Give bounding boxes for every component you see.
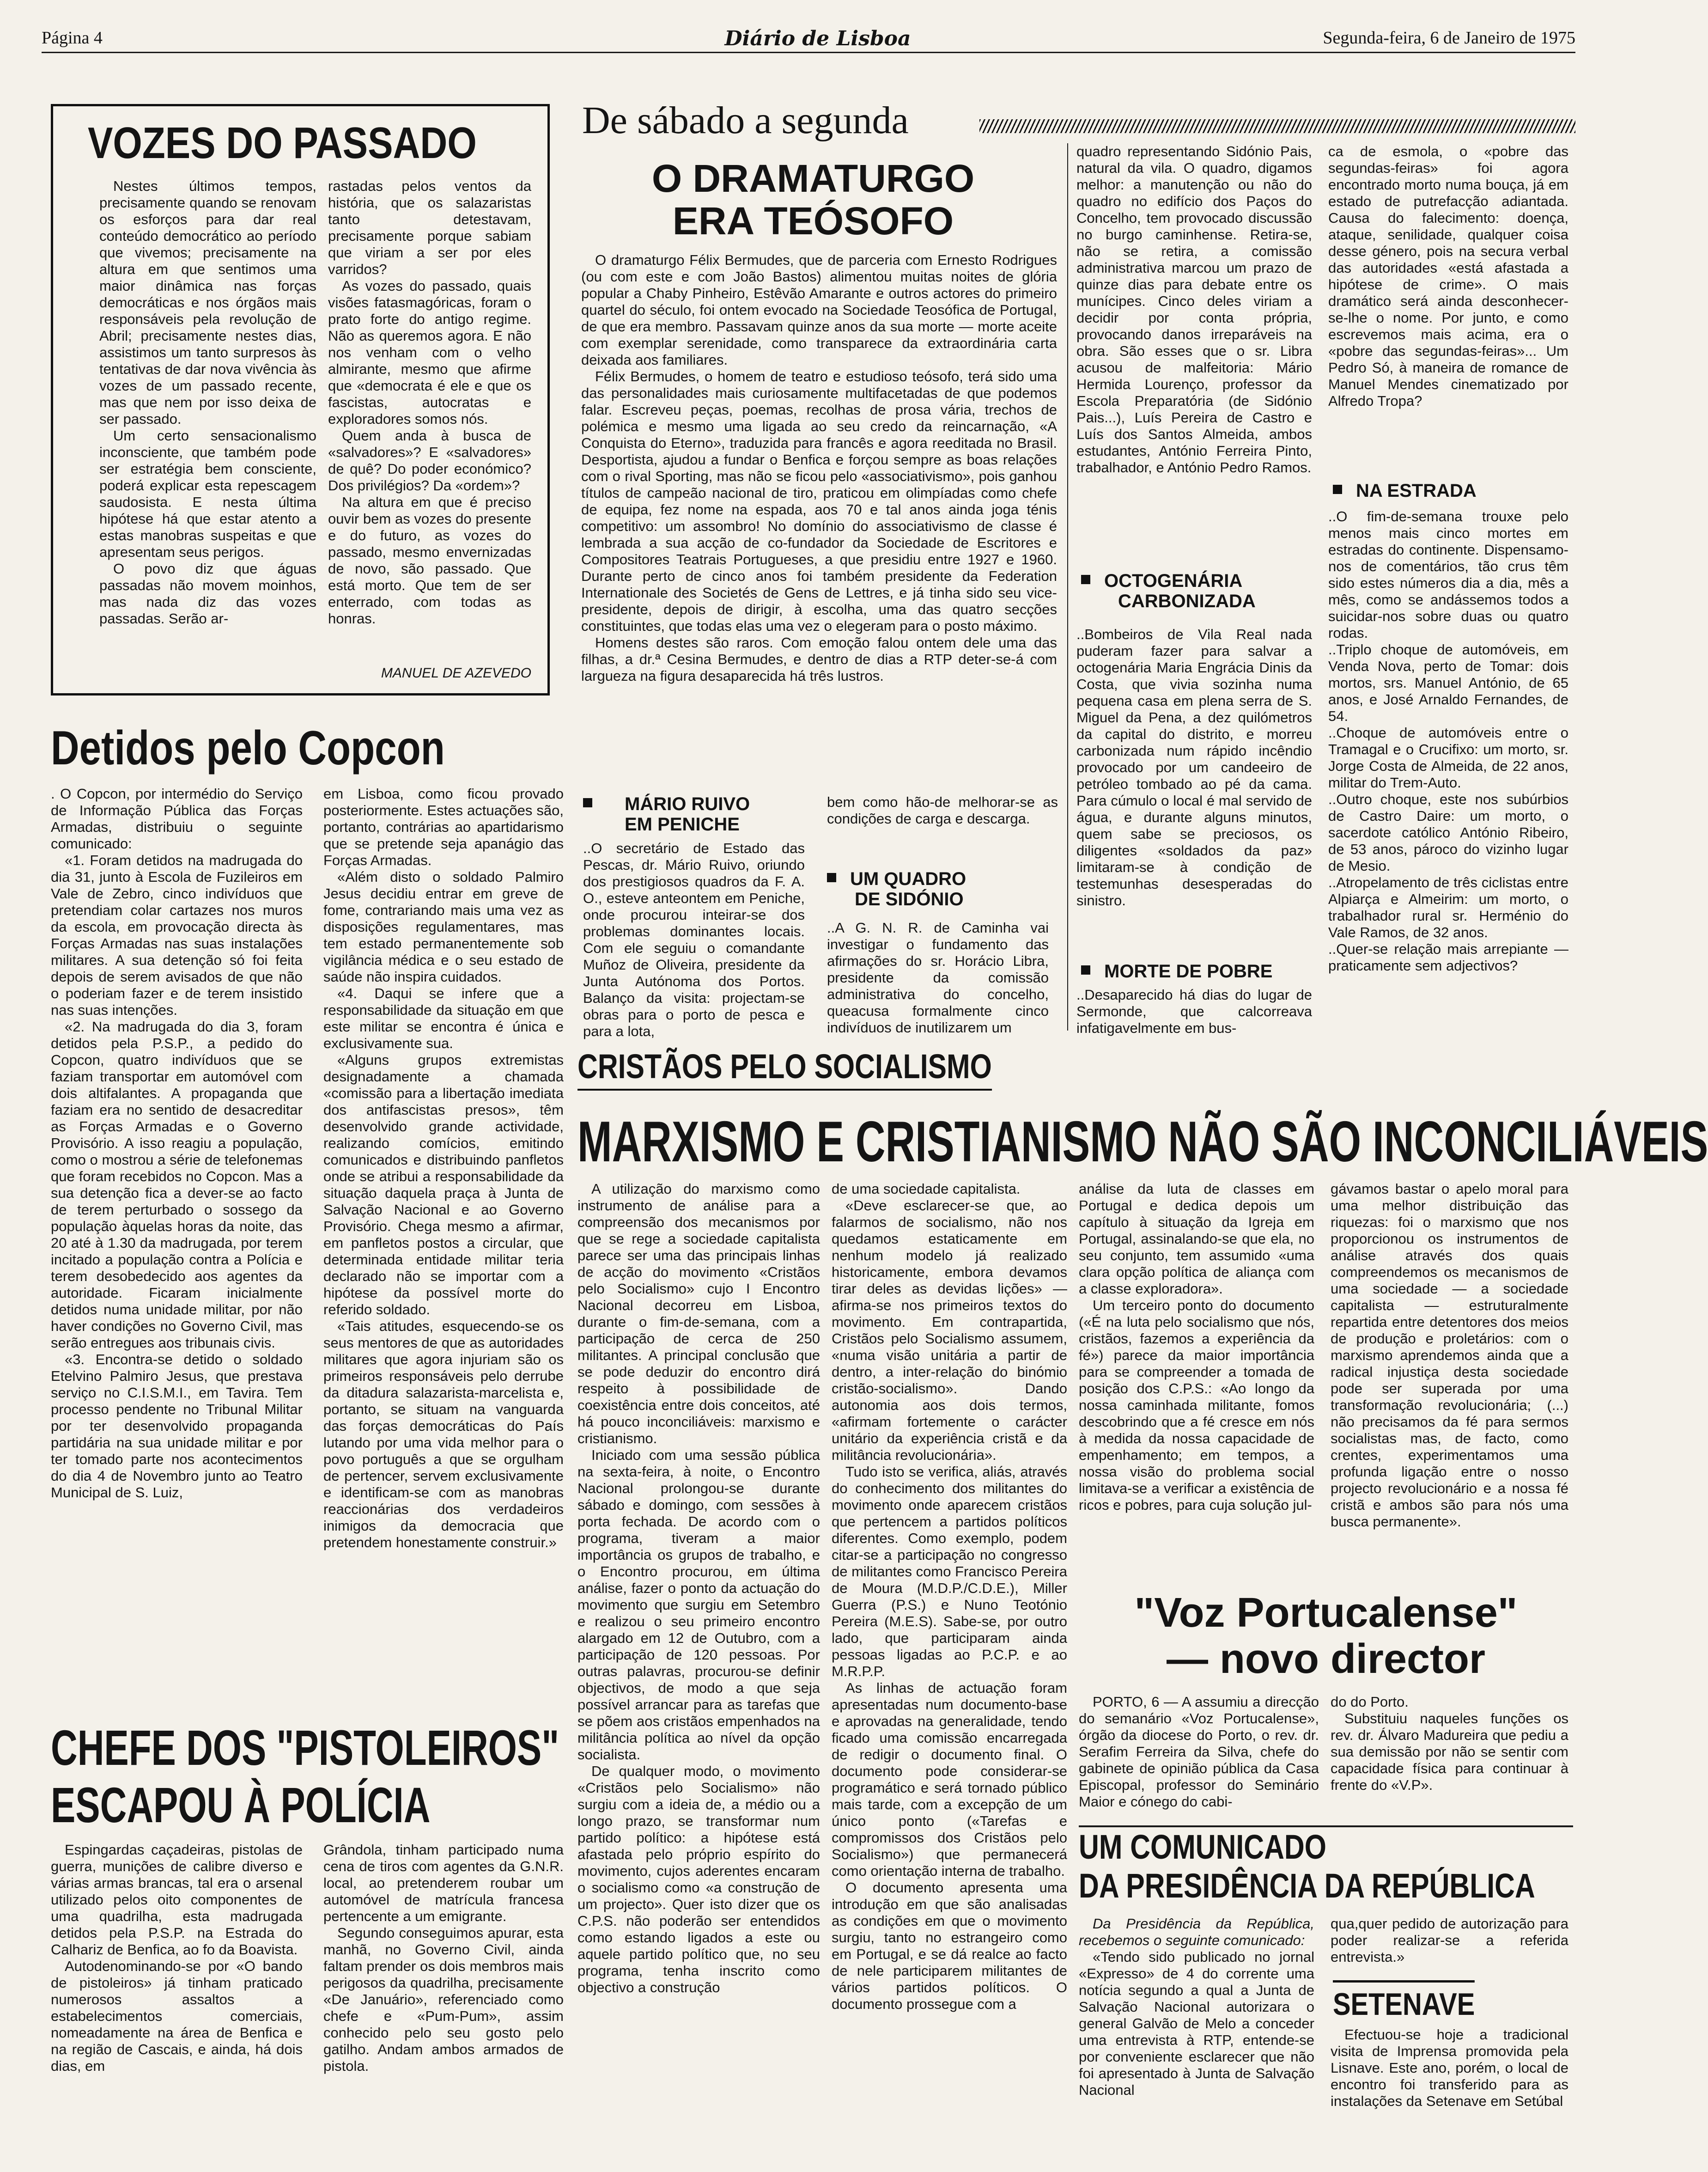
estrada-body: ..O fim-de-semana trouxe pelo menos mais cinco mortes em estradas do continente. Dispensamo-nos de comentários, tão crus têm sido estes números dia a dia, mês a mês, como se andássemos todos a suicidar-nos sobre duas ou quatro rodas. ..Triplo choque de automóveis, em Venda Nova, perto de Tomar: dois mortos, srs. Manuel António, de 65 anos, e José Arnaldo Fernandes, de 54. ..Choque de automóveis entre o Tramagal e o Crucifixo: um morto, sr. Jorge Costa de Almeida, de 22 anos, militar do Trem-Auto. ..Outro choque, este nos subúrbios de Castro Daire: um morto, o sacerdote católico António Ribeiro, de 53 anos, pároco do vizinho lugar de Mesio. ..Atropelamento de três ciclistas entre Alpiarça e Almeirim: um morto, o trabalhador rural sr. Herménio do Vale Ramos, de 32 anos. ..Quer-se relação mais arrepiante — praticamente sem adjectivos? [1328, 508, 1568, 974]
copcon-title: Detidos pelo Copcon [51, 721, 445, 775]
ruivo-body-cont: bem como hão-de melhorar-se as condições de carga e descarga. [827, 794, 1058, 827]
voz-column-2: do do Porto. Substituiu naqueles funções os rev. dr. Álvaro Madureira que pediu a sua demissão por não se sentir com capacidade física para continuar à frente do «V.P». [1331, 1694, 1568, 1793]
masthead-rule [42, 52, 1575, 53]
vozes-column-1 [99, 178, 316, 668]
vozes-paragraph: As vozes do passado, quais visões fatasmagóricas, foram o prato forte do antigo regime. Não as queremos agora. E não nos venham com o velho almirante, mesmo que afirme que «democrata é ele e que os fascistas, autocratas e exploradores somos nós. [328, 278, 531, 427]
dramaturgo-headline [577, 157, 1049, 242]
column-rule [1067, 143, 1068, 1031]
issue-date: Segunda-feira, 6 de Janeiro de 1975 [1323, 28, 1575, 48]
bullet-square [1081, 575, 1090, 584]
presidencia-rule [1079, 1825, 1573, 1827]
ruivo-subhead: MÁRIO RUIVO EM PENICHE [583, 794, 800, 835]
vozes-title: VOZES DO PASSADO [88, 118, 477, 168]
dramaturgo-body [581, 252, 1057, 774]
morte-continued: ca de esmola, o «pobre das segundas-feiras» foi agora encontrado morto numa bouça, já em estado de putrefacção adiantada. Causa do falecimento: doença, ataque, senilidade, qualquer coisa desse género, pois na secura verbal das autoridades «está afastada a hipótese de crime». O mais dramático será ainda desconhecer-se-lhe o nome. Por junto, e como escrevemos mais acima, era o «pobre das segundas-feiras»... Um Pedro Só, à maneira de romance de Manuel Mendes cinematizado por Alfredo Tropa? [1328, 143, 1568, 409]
ruivo-body: ..O secretário de Estado das Pescas, dr. Mário Ruivo, oriundo dos prestigiosos quadros da F. A. O., esteve anteontem em Peniche, onde procurou inteirar-se dos problemas dominantes locais. Com ele seguiu o comandante Muñoz de Oliveira, presidente da Junta Autónoma dos Portos. Balanço da visita: projectam-se obras para o porto de pesca e para a lota, [583, 840, 805, 1039]
voz-title: "Voz Portucalense" — novo director [1134, 1590, 1518, 1682]
dramaturgo-headline-line: O DRAMATURGO [651, 157, 975, 200]
bullet-square [1333, 485, 1342, 494]
copcon-column-2: em Lisboa, como ficou provado posteriormente. Estes actuações são, portanto, contrárias ao apartidarismo que se pretende seja apanágio das Forças Armadas. «Além disto o soldado Palmiro Jesus decidiu entrar em greve de fome, contrariando mais uma vez as disposições regulamentares, mas tem estado permanentemente sob vigilância médica e o seu estado de saúde não inspira cuidados. «4. Daqui se infere que a responsabilidade da situação em que este militar se encontra é única e exclusivamente sua. «Alguns grupos extremistas designadamente a chamada «comissão para a libertação imediata dos antifascistas presos», têm desenvolvido grande actividade, realizando comícios, emitindo comunicados e distribuindo panfletos onde se atribui a responsabilidade da situação daquela praça à Junta de Salvação Nacional e ao Governo Provisório. Chega mesmo a afirmar, em panfletos postos a circular, que determinada entidade militar teria declarado não se importar com a hipótese da possível morte do referido soldado. «Tais atitudes, esquecendo-se os seus mentores de que as autoridades militares que agora injuriam são os primeiros responsáveis pelo derrube da ditadura salazarista-marcelista e, portanto, se situam na vanguarda das forças democráticas do País lutando por uma vida melhor para o povo português a que se orgulham de pertencer, servem exclusivamente e identificam-se com as manobras reaccionárias dos verdadeiros inimigos da democracia que pretendem honestamente construir.» [323, 786, 564, 1550]
bullet-square [827, 873, 836, 882]
presidencia-title: UM COMUNICADO DA PRESIDÊNCIA DA REPÚBLICA [1079, 1828, 1535, 1905]
vozes-paragraph: Quem anda à busca de «salvadores»? E «salvadores» de quê? Do poder económico? Dos privilégios? Da «ordem»? [328, 427, 531, 494]
bullet-square [1081, 965, 1090, 975]
octogenaria-body: ..Bombeiros de Vila Real nada puderam fazer para salvar a octogenária Maria Engrácia Dinis da Costa, que vivia sozinha numa pequena casa em plena serra de S. Miguel da Pena, a dez quilómetros da capital do distrito, e morreu carbonizada num rápido incêndio provocado por um candeeiro de petróleo tombado ao pé da cama. Para cúmulo o local é mal servido de água, e durante alguns minutos, quem sabe se preciosos, os diligentes «soldados da paz» limitaram-se à condição de testemunhas desesperadas do sinistro. [1076, 626, 1312, 909]
chefe-title: CHEFE DOS "PISTOLEIROS" ESCAPOU À POLÍCIA [51, 1720, 559, 1833]
morte-body: ..Desaparecido há dias do lugar de Sermonde, que calcorreava infatigavelmente em bus- [1076, 987, 1312, 1036]
estrada-subhead: NA ESTRADA [1333, 481, 1564, 501]
sidonio-body: ..A G. N. R. de Caminha vai investigar o fundamento das afirmações do sr. Horácio Libra, presidente da comissão administrativa do concelho, queacusa formalmente cinco indivíduos de inutilizarem um [827, 920, 1049, 1036]
vozes-column-2 [328, 178, 531, 635]
cristaos-title: MARXISMO E CRISTIANISMO NÃO SÃO INCONCILIÁVEIS [577, 1110, 1708, 1174]
section-title: De sábado a segunda [582, 99, 909, 142]
cristaos-column-3: análise da luta de classes em Portugal e dedica depois um capítulo à situação da Igreja em Portugal, assinalando-se que ela, no seu conjunto, tem assumido «uma clara opção política de aliança com a classe exploradora». Um terceiro ponto do documento («É na luta pelo socialismo que nós, cristãos, fazemos a experiência da fé») parece da maior importância para se compreender a tomada de posição dos C.P.S.: «Ao longo da nossa caminhada militante, fomos descobrindo que a fé cresce em nós à medida da nossa capacidade de empenhamento; em tempos, a nossa visão do problema social limitava-se a verificar a existência de ricos e pobres, para cuja solução jul- [1079, 1181, 1314, 1513]
sidonio-continued: quadro representando Sidónio Pais, natural da vila. O quadro, digamos melhor: a manutenção ou não do quadro no edifício dos Paços do Concelho, tem provocado discussão no burgo caminhense. Retira-se, não se retira, a comissão administrativa marcou um prazo de quinze dias para debate entre os munícipes. Cinco deles viriam a decidir por conta própria, provocando danos irreparáveis na obra. São esses que o sr. Libra acusou de malfeitoria: Mário Hermida Lourenço, professor da Escola Preparatória (de Sidónio Pais...), Luís Pereira de Castro e Luís dos Santos Almeida, ambos estudantes, António Ferreira Pinto, trabalhador, e António Pedro Ramos. [1076, 143, 1312, 476]
cristaos-kicker: CRISTÃOS PELO SOCIALISMO [577, 1047, 992, 1091]
dramaturgo-headline-line: ERA TEÓSOFO [672, 199, 954, 243]
cristaos-column-4: gávamos bastar o apelo moral para uma melhor distribuição das riquezas: foi o marxismo que nos proporcionou os instrumentos de análise através dos quais compreendemos os mecanismos de uma sociedade — a sociedade capitalista — estruturalmente repartida entre detentores dos meios de produção e proletários: com o marxismo aprendemos ainda que a radical injustiça desta sociedade pode ser superada por uma transformação revolucionária; (...) não precisamos da fé para sermos socialistas mas, de facto, como crentes, experimentamos uma profunda ligação entre o nosso projecto revolucionário e a nossa fé cristã e ambos são para nós uma busca permanente». [1331, 1181, 1568, 1530]
cristaos-column-1: A utilização do marxismo como instrumento de análise para a compreensão dos mecanismos por que se rege a sociedade capitalista parece ser uma das principais linhas de acção do movimento «Cristãos pelo Socialismo» cujo I Encontro Nacional decorreu em Lisboa, durante o fim-de-semana, com a participação de cerca de 250 militantes. A principal conclusão que se pode deduzir do encontro dirá respeito à possibilidade de coexistência entre dois conceitos, até há pouco inconciliáveis: marxismo e cristianismo. Iniciado com uma sessão pública na sexta-feira, à noite, o Encontro Nacional prolongou-se durante sábado e domingo, com sessões à porta fechada. De acordo com o programa, tiveram a maior importância os grupos de trabalho, e o Encontro procurou, em última análise, fazer o ponto da actuação do movimento que surgiu em Setembro e realizou o seu primeiro encontro alargado em 12 de Outubro, com a participação de 120 pessoas. Por outras palavras, procurou-se definir objectivos, de modo a que seja possível arrancar para as tarefas que se põem aos cristãos empenhados na militância política ao nível da opção socialista. De qualquer modo, o movimento «Cristãos pelo Socialismo» não surgiu com a ideia de, a médio ou a longo prazo, se transformar num partido político: a hipótese está afastada pelo próprio espírito do movimento, cujos aderentes encaram o socialismo como «a construção de um projecto». Quer isto dizer que os C.P.S. não poderão ser entendidos como estando ligados a este ou aquele partido político que, no seu programa, tenha inscrito como objectivo a construção [577, 1181, 820, 1995]
vozes-paragraph: Um certo sensacionalismo inconsciente, que também pode ser estratégia bem consciente, poderá explicar esta repescagem saudosista. E nesta última hipótese há que estar atento a estas manobras suspeitas e que apresentam seus perigos. [99, 427, 316, 560]
dramaturgo-paragraph: Homens destes são raros. Com emoção falou ontem dele uma das filhas, a dr.ª Cesina Bermudes, e dentro de dias a RTP deter-se-á com largueza na figura desaparecida há três lustros. [581, 635, 1057, 684]
dramaturgo-paragraph: O dramaturgo Félix Bermudes, que de parceria com Ernesto Rodrigues (ou com este e com João Bastos) alimentou muitas noites de glória popular a Chaby Pinheiro, Estêvão Amarante e outros actores do primeiro quartel do século, foi ontem evocado na Sociedade Teosófica de Portugal, de que era membro. Passavam quinze anos da sua morte — morte aceite com exemplar serenidade, como transparece da extraordinária carta deixada aos familiares. [581, 252, 1057, 368]
vozes-paragraph: Na altura em que é preciso ouvir bem as vozes do presente e do futuro, as vozes do passado, mesmo envernizadas de novo, são passado. Que está morto. Que tem de ser enterrado, com todas as honras. [328, 494, 531, 627]
newspaper-name: Diário de Lisboa [724, 27, 911, 50]
presidencia-body-cont: qua,quer pedido de autorização para poder realizar-se a referida entrevista.» [1331, 1916, 1568, 1965]
presidencia-body: Da Presidência da República, recebemos o seguinte comunicado: «Tendo sido publicado no jornal «Expresso» de 4 do corrente uma notícia segundo a qual a Junta de Salvação Nacional autorizara o general Galvão de Melo a conceder uma entrevista à RTP, entende-se por conveniente esclarecer que não foi apresentado à Junta de Salvação Nacional [1079, 1916, 1314, 2098]
chefe-column-2: Grândola, tinham participado numa cena de tiros com agentes da G.N.R. local, ao pretenderem roubar um automóvel de matrícula francesa pertencente a um emigrante. Segundo conseguimos apurar, esta manhã, no Governo Civil, ainda faltam prender os dois membros mais perigosos da quadrilha, precisamente «De Januário», referenciado como chefe e «Pum-Pum», assim conhecido pelo seu gosto pelo gatilho. Andam ambos armados de pistola. [323, 1842, 564, 2074]
morte-subhead: MORTE DE POBRE [1081, 961, 1312, 982]
vozes-paragraph: Nestes últimos tempos, precisamente quando se renovam os esforços para dar real conteúdo democrático ao período que vivemos; precisamente na altura em que sentimos uma maior dinâmica nas forças democráticas e nos órgãos mais responsáveis pela revolução de Abril; precisamente nestes dias, assistimos um tanto surpresos às tentativas de dar nova vivência às vozes de um passado recente, mas que nem por isso deixa de ser passado. [99, 178, 316, 427]
vozes-byline: MANUEL DE AZEVEDO [381, 665, 531, 681]
vozes-paragraph: rastadas pelos ventos da história, que os salazaristas tanto detestavam, precisamente porque sabiam que viriam a ser por eles varridos? [328, 178, 531, 277]
page-number: Página 4 [42, 28, 103, 48]
voz-column-1: PORTO, 6 — A assumiu a direcção do semanário «Voz Portucalense», órgão da diocese do Porto, o rev. dr. Serafim Ferreira da Silva, chefe do gabinete de opinião pública da Casa Episcopal, professor do Seminário Maior e cónego do cabi- [1079, 1694, 1319, 1810]
vozes-paragraph: O povo diz que águas passadas não movem moinhos, mas nada diz das vozes passadas. Serão ar- [99, 561, 316, 627]
cristaos-column-2: de uma sociedade capitalista. «Deve esclarecer-se que, ao falarmos de socialismo, não nos quedamos estaticamente em nenhum modelo já realizado historicamente, embora devamos tirar deles as devidas lições» — afirma-se nos primeiros textos do movimento. Em contrapartida, Cristãos pelo Socialismo assumem, «numa visão unitária a partir de dentro, a inter-relação do binómio cristão-socialismo». Dando autonomia aos dois termos, «afirmam fortemente o carácter unitário da experiência cristã e da militância revolucionária». Tudo isto se verifica, aliás, através do conhecimento dos militantes do movimento onde aparecem cristãos que pertencem a partidos políticos diferentes. Como exemplo, podem citar-se a participação no congresso de militantes como Francisco Pereira de Moura (M.D.P./C.D.E.), Miller Guerra (P.S.) e Nuno Teotónio Pereira (M.E.S). Sabe-se, por outro lado, que participaram ainda pessoas ligadas ao P.C.P. e ao M.R.P.P. As linhas de actuação foram apresentadas num documento-base e aprovadas na generalidade, tendo ficado uma comissão encarregada de redigir o documento final. O documento pode considerar-se programático e será tornado público mais tarde, com a excepção de um único ponto («Tarefas e compromissos dos Cristãos pelo Socialismo») que permanecerá como orientação interna de trabalho. O documento apresenta uma introdução em que são analisadas as condições em que o movimento surgiu, tanto no estrangeiro como em Portugal, e se dá realce ao facto de nele participarem militantes de vários partidos políticos. O documento prossegue com a [832, 1181, 1067, 2012]
dramaturgo-paragraph: Félix Bermudes, o homem de teatro e estudioso teósofo, terá sido uma das personalidades mais curiosamente multifacetadas de que podemos falar. Escreveu peças, poemas, recolhas de prosa vária, trechos de polémica e mesmo uma ligada ao seu credo da reincarnação, «A Conquista do Eterno», traduzida para francês e agora reeditada no Brasil. Desportista, ajudou a fundar o Benfica e forçou sempre as boas relações com o rival Sporting, mas não se ficou pelo «associativismo», pois ganhou títulos de campeão nacional de tiro, praticou em olimpíadas como chefe de equipa, fez nome na espada, aos 70 e tal anos ainda joga ténis competitivo: um assombro! No domínio do associativismo de classe é lembrada a sua acção de co-fundador da Sociedade de Escritores e Compositores Teatrais Portugueses, a que presidiu entre 1927 e 1960. Durante perto de cinco anos foi também presidente da Federation Internationale des Societés de Gens de Lettres, e já tinha sido seu vice-presidente, depois de dirigir, à escolha, uma das quatro secções constituintes, que todas elas uma vez o elegeram para o posto máximo. [581, 368, 1057, 634]
chefe-column-1: Espingardas caçadeiras, pistolas de guerra, munições de calibre diverso e várias armas brancas, tal era o arsenal utilizado pelos oito componentes de uma quadrilha, esta madrugada detidos pela P.S.P. na Estrada do Calhariz de Benfica, ao fo da Boavista. Autodenominando-se por «O bando de pistoleiros» já tinham praticado numerosos assaltos a estabelecimentos comerciais, nomeadamente na área de Benfica e na região de Cascais, e ainda, há dois dias, em [51, 1842, 303, 2074]
setenave-title: SETENAVE [1333, 1980, 1475, 2022]
section-hatch [979, 119, 1575, 133]
copcon-column-1: . O Copcon, por intermédio do Serviço de Informação Pública das Forças Armadas, distribuiu o seguinte comunicado: «1. Foram detidos na madrugada do dia 31, junto à Escola de Fuzileiros em Vale de Zebro, cinco indivíduos que pretendiam colar cartazes nos muros da escola, em provocação directa às Forças Armadas nas suas instalações militares. A sua detenção só foi feita depois de serem avisados de que não o poderiam fazer e de terem insistido nas suas intenções. «2. Na madrugada do dia 3, foram detidos pela P.S.P., a pedido do Copcon, quatro indivíduos que se faziam transportar em automóvel com dois altifalantes. A propaganda que faziam era no sentido de desacreditar as Forças Armadas e o Governo Provisório. A isso reagiu a população, como o mostrou a série de telefonemas que foram recebidos no Copcon. Mas a sua detenção fica a dever-se ao facto de terem perturbado o sossego da população àquelas horas da noite, das 20 até à 1.30 da madrugada, por terem incitado a população contra a Polícia e terem desobedecido aos agentes da autoridade. Ficaram inicialmente detidos numa unidade militar, por não haver condições no Governo Civil, mas serão entregues aos tribunais civis. «3. Encontra-se detido o soldado Etelvino Palmiro Jesus, que prestava serviço no C.I.S.M.I., em Tavira. Tem processo pendente no Tribunal Militar por ter desenvolvido propaganda partidária na sua unidade militar e por ter tomado parte nos acontecimentos do dia 4 de Novembro junto ao Teatro Municipal de S. Luiz, [51, 786, 303, 1501]
octogenaria-subhead: OCTOGENÁRIA CARBONIZADA [1081, 571, 1312, 611]
sidonio-subhead: UM QUADRO DE SIDÓNIO [827, 869, 1049, 909]
setenave-body: Efectuou-se hoje a tradicional visita de Imprensa promovida pela Lisnave. Este ano, porém, o local de encontro foi transferido para as instalações da Setenave em Setúbal [1331, 2026, 1568, 2109]
bullet-square [583, 798, 592, 807]
